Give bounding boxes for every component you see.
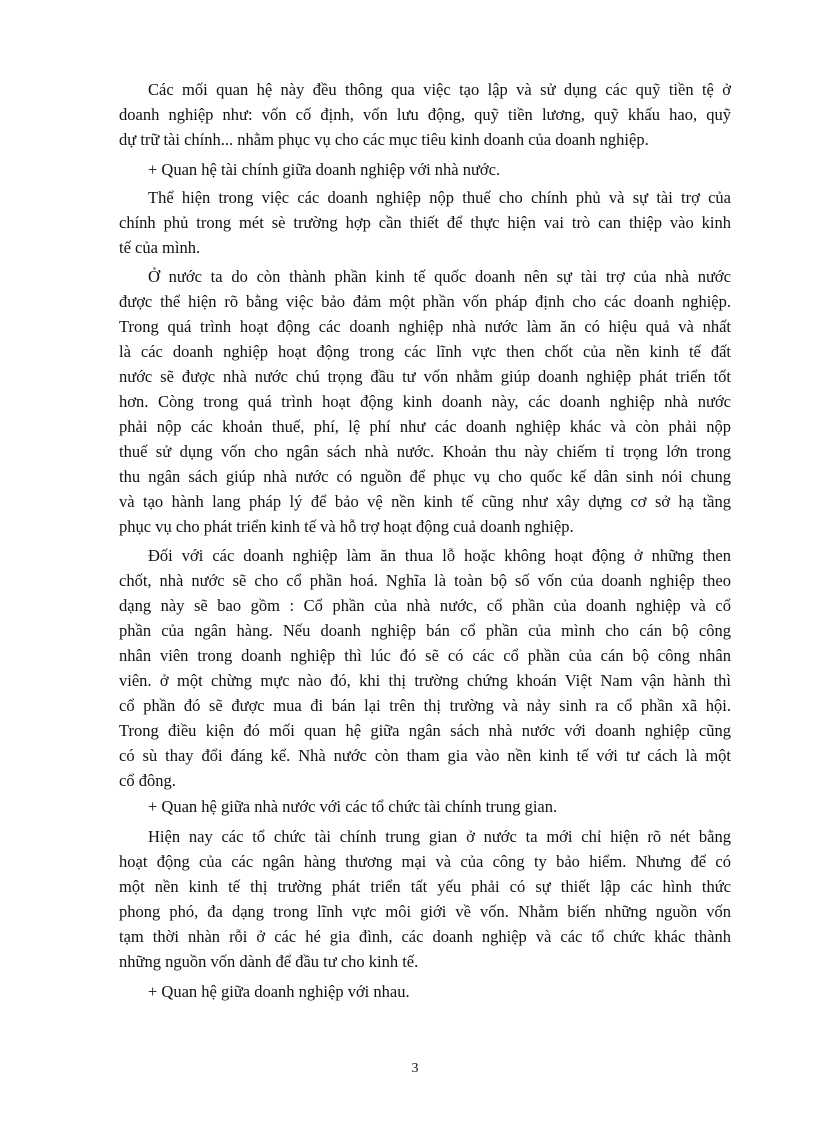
paragraph — [119, 543, 731, 793]
text-line: phần của ngân hàng. Nếu doanh nghiệp bán cổ phần của mình cho cán bộ công — [119, 621, 731, 640]
text-line: phong phó, đa dạng trong lĩnh vực môi giới về vốn. Nhằm biến những nguồn vốn — [119, 902, 731, 921]
section-heading — [119, 979, 731, 1004]
text-line: dạng này sẽ bao gồm : Cổ phần của nhà nước, cổ phần của doanh nghiệp và cổ — [119, 596, 731, 615]
text-line: + Quan hệ tài chính giữa doanh nghiệp với nhà nước. — [148, 160, 501, 179]
text-line: dự trữ tài chính... nhằm phục vụ cho các mục tiêu kinh doanh của doanh nghiệp. — [119, 130, 649, 149]
text-line: + Quan hệ giữa nhà nước với các tổ chức tài chính trung gian. — [148, 797, 558, 816]
paragraph — [119, 264, 731, 539]
text-line: một nền kinh tế thị trường phát triển tất yếu phải có sự thiết lập các hình thức — [119, 877, 731, 896]
text-line: Các mối quan hệ này đều thông qua việc tạo lập và sử dụng các quỹ tiền tệ ở — [148, 80, 731, 99]
text-line: nước sẽ được nhà nước chú trọng đầu tư vốn nhằm giúp doanh nghiệp phát triển tốt — [119, 367, 731, 386]
paragraph — [119, 824, 731, 974]
text-line: thu ngân sách giúp nhà nước có nguồn để phục vụ cho quốc kế dân sinh nói chung — [119, 467, 731, 486]
paragraph — [119, 185, 731, 260]
text-line: Ở nước ta do còn thành phần kinh tế quốc doanh nên sự tài trợ của nhà nước — [148, 267, 731, 286]
text-line: tạm thời nhàn rỗi ở các hé gia đình, các doanh nghiệp và các tổ chức khác thành — [119, 927, 731, 946]
text-line: + Quan hệ giữa doanh nghiệp với nhau. — [148, 982, 410, 1001]
text-line: hoạt động của các ngân hàng thương mại và của công ty bảo hiểm. Nhưng để có — [119, 852, 731, 871]
text-line: hơn. Còng trong quá trình hoạt động kinh doanh này, các doanh nghiệp nhà nước — [119, 392, 731, 411]
text-line: tế của mình. — [119, 238, 201, 257]
section-heading — [119, 794, 731, 819]
text-line: Trong điều kiện đó mối quan hệ giữa ngân sách nhà nước với doanh nghiệp cũng — [119, 721, 731, 740]
text-line: chính phủ trong mét sè trường hợp cần thiết để thực hiện vai trò can thiệp vào kinh — [119, 213, 731, 232]
text-line: Trong quá trình hoạt động các doanh nghiệp nhà nước làm ăn có hiệu quả và nhất — [119, 317, 731, 336]
text-line: Hiện nay các tổ chức tài chính trung gian ở nước ta mới chỉ hiện rõ nét bằng — [148, 827, 731, 846]
page-number: 3 — [411, 1061, 419, 1076]
text-line: phải nộp các khoản thuế, phí, lệ phí như các doanh nghiệp khác và còn phải nộp — [119, 417, 731, 436]
text-line: phục vụ cho phát triển kinh tế và hỗ trợ hoạt động cuả doanh nghiệp. — [119, 517, 574, 536]
text-line: doanh nghiệp như: vốn cố định, vốn lưu động, quỹ tiền lương, quỹ khấu hao, quỹ — [119, 105, 731, 124]
text-line: thuế sử dụng vốn cho ngân sách nhà nước. Khoản thu này chiếm tỉ trọng lớn trong — [119, 442, 731, 461]
section-heading — [119, 157, 731, 182]
text-line: những nguồn vốn dành để đầu tư cho kinh tế. — [119, 952, 419, 971]
text-line: là các doanh nghiệp hoạt động trong các lĩnh vực then chốt của nền kinh tế đất — [119, 342, 731, 361]
text-line: chốt, nhà nước sẽ cho cổ phần hoá. Nghĩa là toàn bộ số vốn của doanh nghiệp theo — [119, 571, 731, 590]
text-line: nhân viên trong doanh nghiệp thì lúc đó sẽ có các cổ phần của cán bộ công nhân — [119, 646, 731, 665]
text-line: Thể hiện trong việc các doanh nghiệp nộp thuế cho chính phủ và sự tài trợ của — [148, 188, 731, 207]
text-line: và tạo hành lang pháp lý để bảo vệ nền kinh tế cũng như xây dựng cơ sở hạ tầng — [119, 492, 731, 511]
text-line: được thể hiện rõ bằng việc bảo đảm một phần vốn pháp định cho các doanh nghiệp. — [119, 292, 731, 311]
text-line: Đối với các doanh nghiệp làm ăn thua lỗ hoặc không hoạt động ở những then — [148, 546, 731, 565]
text-line: cổ đông. — [119, 771, 176, 790]
text-line: có sù thay đổi đáng kể. Nhà nước còn tham gia vào nền kinh tế với tư cách là một — [119, 746, 731, 765]
text-line: viên. ở một chừng mực nào đó, khi thị trường chứng khoán Việt Nam vận hành thì — [119, 671, 731, 690]
text-line: cổ phần đó sẽ được mua đi bán lại trên thị trường và nảy sinh ra cổ phần xã hội. — [119, 696, 731, 715]
paragraph — [119, 77, 731, 152]
